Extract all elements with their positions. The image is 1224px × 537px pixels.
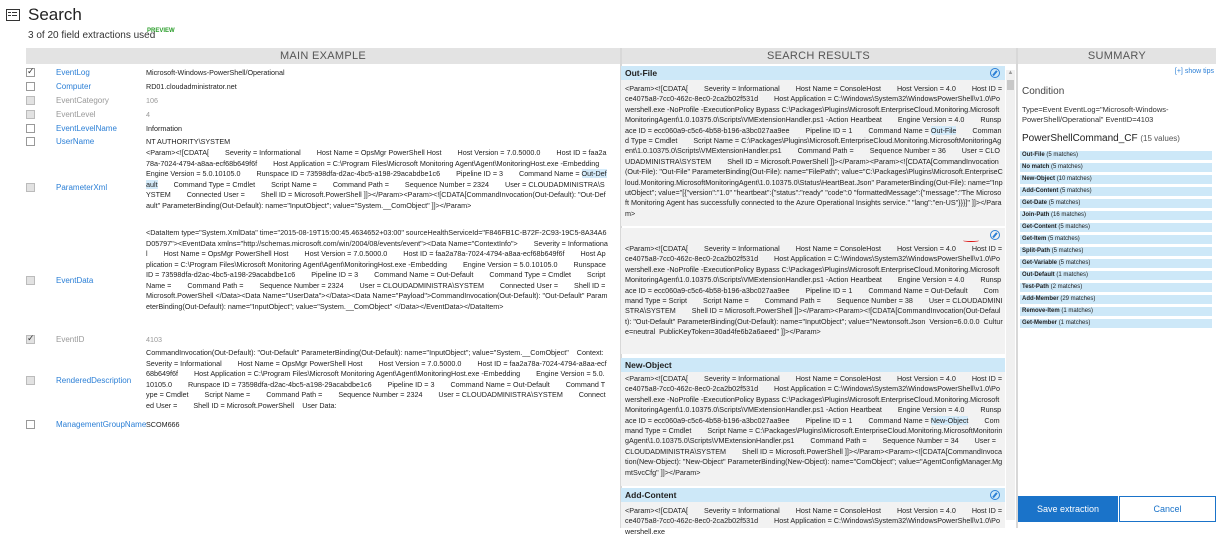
field-value: 4 bbox=[146, 110, 150, 119]
value-count: (5 matches) bbox=[1046, 152, 1079, 158]
field-name[interactable]: UserName bbox=[56, 137, 95, 146]
preview-badge: PREVIEW bbox=[147, 28, 175, 34]
field-name[interactable]: EventData bbox=[56, 276, 94, 285]
edit-icon[interactable] bbox=[990, 68, 1000, 78]
result-body bbox=[625, 244, 1003, 338]
field-summary-count: (15 values) bbox=[1140, 134, 1180, 143]
field-name[interactable]: Computer bbox=[56, 82, 92, 91]
field-value-text: Command Type = Cmdlet Script Name = Command Path = Sequence Number = 2324 User = CLOUDADMINISTRA\SYSTEM Connected User = Shell ID = Microsoft.PowerShell ]]></Param><Param><![CDATA[CommandInvocation(Out-Default): "Out-Default" ParameterBinding(Out-Default): name="InputObject"; value="System.__ComObject" ]]></Param> bbox=[146, 179, 606, 210]
value-count: (10 matches) bbox=[1056, 176, 1092, 182]
result-title: New-Object bbox=[621, 358, 1005, 372]
result-body bbox=[625, 84, 1003, 219]
field-checkbox[interactable] bbox=[26, 420, 35, 429]
condition-label: Condition bbox=[1022, 86, 1065, 97]
value-count: (5 matches) bbox=[1051, 164, 1083, 170]
value-item[interactable] bbox=[1020, 295, 1212, 304]
result-item bbox=[621, 228, 1005, 354]
value-count: (16 matches) bbox=[1051, 212, 1087, 218]
value-name: Join-Path bbox=[1022, 212, 1050, 218]
field-name[interactable]: EventLog bbox=[56, 68, 90, 77]
field-value: SCOM666 bbox=[146, 420, 180, 429]
search-results-panel bbox=[621, 66, 1016, 536]
field-checkbox[interactable] bbox=[26, 276, 35, 285]
value-count: (1 matches) bbox=[1058, 320, 1091, 326]
value-name: No match bbox=[1022, 164, 1050, 170]
field-summary-name: PowerShellCommand_CF bbox=[1022, 133, 1138, 144]
value-item[interactable] bbox=[1020, 259, 1212, 268]
value-item[interactable] bbox=[1020, 235, 1212, 244]
value-item[interactable] bbox=[1020, 283, 1212, 292]
result-text: <Param><![CDATA[ Severity = Informational Host Name = ConsoleHost Host Version = 4.0 Host ID = ce4075a8-7cc0-462c-8ec0-2ca2b02f531d Host Application = C:\Windows\System32\WindowsPowerShell\v1.0\Powershell.exe -NoProfile -ExecutionPolicy Bypass C:\Packages\Plugins\Microsoft.EnterpriseCloud.Monitoring.MicrosoftMonitoringAgent\1.0.10375.0\Scripts\VMExtensionHandler.ps1 -Action Heartbeat Engine Version = 4.0 Runspace ID = ecc060a9-c5c6-4b58-b196-a3bc027aa9ee Pipeline ID = 1 Command Name = bbox=[625, 374, 1005, 425]
field-value: Microsoft-Windows-PowerShell/Operational bbox=[146, 68, 285, 77]
result-highlight[interactable]: Out-File bbox=[930, 125, 957, 135]
result-highlight[interactable]: New-Object bbox=[930, 415, 969, 425]
result-body bbox=[625, 374, 1003, 478]
field-name[interactable]: EventLevelName bbox=[56, 124, 117, 133]
scrollbar-thumb[interactable] bbox=[1007, 80, 1014, 90]
summary-panel bbox=[1018, 66, 1218, 528]
value-item[interactable] bbox=[1020, 271, 1212, 280]
header bbox=[0, 0, 1224, 46]
value-item[interactable] bbox=[1020, 151, 1212, 160]
field-value: Information bbox=[146, 124, 182, 133]
field-checkbox[interactable] bbox=[26, 110, 35, 119]
summary-header: SUMMARY bbox=[1018, 48, 1216, 64]
value-count: (5 matches) bbox=[1058, 260, 1091, 266]
result-text: Command Type = Cmdlet Script Name = C:\Packages\Plugins\Microsoft.EnterpriseCloud.Monitoring.MicrosoftMonitoringAgent\1.0.10375.0\Scripts\VMExtensionHandler.ps1 Command Path = Sequence Number = 34 User = CLOUDADMINISTRA\SYSTEM Shell ID = Microsoft.PowerShell ]]></Param><Param><![CDATA[CommandInvocation(New-Object): "New-Object" ParameterBinding(New-Object): name="ComObject"; value="AgentConfigManager.MgmtSvcCfg" ]]></Param> bbox=[625, 415, 1003, 477]
value-count: (2 matches) bbox=[1050, 284, 1083, 290]
value-item[interactable] bbox=[1020, 187, 1212, 196]
result-item bbox=[621, 66, 1005, 226]
field-value: 106 bbox=[146, 96, 158, 105]
field-checkbox[interactable] bbox=[26, 82, 35, 91]
show-tips-link[interactable]: [+] show tips bbox=[1174, 68, 1214, 75]
edit-icon[interactable] bbox=[990, 490, 1000, 500]
value-count: (1 matches) bbox=[1056, 272, 1089, 278]
page-title: Search bbox=[28, 5, 82, 24]
value-item[interactable] bbox=[1020, 211, 1212, 220]
field-value-text: <Param><![CDATA[ Severity = Informational Host Name = OpsMgr PowerShell Host Host Version = 7.0.5000.0 Host ID = faa2a78a-7024-4794-a8aa-ecf68b649f6f Host Application = C:\Program Files\Microsoft Monitoring Agent\Agent\MonitoringHost.exe -Embedding Engine Version = 5.0.10105.0 Runspace ID = 73598dfa-d2ac-4bc5-a198-29acabdbe1c6 Pipeline ID = 3 Command Name = bbox=[146, 148, 616, 178]
field-value bbox=[146, 148, 616, 211]
value-name: Get-Variable bbox=[1022, 260, 1058, 266]
value-count: (5 matches) bbox=[1048, 200, 1081, 206]
field-value: NT AUTHORITY\SYSTEM bbox=[146, 137, 231, 146]
result-item bbox=[621, 488, 1005, 536]
value-name: Remove-Item bbox=[1022, 308, 1060, 314]
field-value-highlight[interactable]: Out-Default bbox=[146, 169, 607, 189]
value-item[interactable] bbox=[1020, 319, 1212, 328]
value-name: Get-Date bbox=[1022, 200, 1048, 206]
field-name[interactable]: ParameterXml bbox=[56, 183, 108, 192]
value-name: Out-File bbox=[1022, 152, 1045, 158]
field-summary-title bbox=[1022, 133, 1180, 144]
condition-text: Type=Event EventLog="Microsoft-Windows-PowerShell/Operational" EventID=4103 bbox=[1022, 105, 1169, 124]
value-name: Get-Item bbox=[1022, 236, 1047, 242]
search-window-icon bbox=[6, 9, 20, 21]
value-name: Split-Path bbox=[1022, 248, 1050, 254]
save-extraction-button[interactable]: Save extraction bbox=[1018, 496, 1118, 522]
field-name: EventID bbox=[56, 335, 85, 344]
value-item[interactable] bbox=[1020, 223, 1212, 232]
annotation-underline bbox=[963, 239, 979, 242]
value-name: Out-Default bbox=[1022, 272, 1055, 278]
field-name: EventLevel bbox=[56, 110, 96, 119]
field-value: CommandInvocation(Out-Default): "Out-Default" ParameterBinding(Out-Default): name="InputObject"; value="System.__ComObject" Context: Severity = Informational Host Name = OpsMgr PowerShell Host Host Version = 7.0.5000.0 Host ID = faa2a78a-7024-4794-a8aa-ecf68b649f6f Host Application = C:\Program Files\Microsoft Monitoring Agent\Agent\MonitoringHost.exe -Embedding Engine Version = 5.0.10105.0 Runspace ID = 73598dfa-d2ac-4bc5-a198-29acabdbe1c6 Pipeline ID = 3 Command Name = Out-Default Command Type = Cmdlet Script Name = Command Path = Sequence Number = 2324 User = CLOUDADMINISTRA\SYSTEM Connected User = Shell ID = Microsoft.PowerShell User Data: bbox=[146, 348, 620, 410]
value-count: (5 matches) bbox=[1058, 224, 1091, 230]
field-checkbox[interactable] bbox=[26, 183, 35, 192]
value-name: Get-Content bbox=[1022, 224, 1057, 230]
field-name[interactable]: RenderedDescription bbox=[56, 376, 132, 385]
value-item[interactable] bbox=[1020, 307, 1212, 316]
field-value: <DataItem type="System.XmlData" time="2015-08-19T15:00:45.4634652+03:00" sourceHealthServiceId="F846FB1C-B72F-2C93-19C5-8A34A6D05797"><EventData xmlns="http://schemas.microsoft.com/win/2004/08/events/event"><Data Name="ContextInfo"> Severity = Informational Host Name = OpsMgr PowerShell Host Host Version = 7.0.5000.0 Host ID = faa2a78a-7024-4794-a8aa-ecf68b649f6f Host Application = C:\Program Files\Microsoft Monitoring Agent\Agent\MonitoringHost.exe -Embedding Engine Version = 5.0.10105.0 Runspace ID = 73598dfa-d2ac-4bc5-a198-29acabdbe1c6 Pipeline ID = 3 Command Name = Out-Default Command Type = Cmdlet Script Name = Command Path = Sequence Number = 2324 User = CLOUDADMINISTRA\SYSTEM Connected User = Shell ID = Microsoft.PowerShell </Data><Data Name="UserData"></Data><Data Name="Payload">CommandInvocation(Out-Default): "Out-Default" ParameterBinding(Out-Default): name="InputObject"; value="System.__ComObject" </Data></EventData></DataItem> bbox=[146, 228, 608, 311]
value-name: Get-Member bbox=[1022, 320, 1058, 326]
field-value: 4103 bbox=[146, 335, 162, 344]
main-example-panel bbox=[26, 66, 620, 528]
result-title: Add-Content bbox=[621, 488, 1005, 502]
value-count: (1 matches) bbox=[1061, 308, 1094, 314]
cancel-button[interactable]: Cancel bbox=[1119, 496, 1216, 522]
value-name: Add-Member bbox=[1022, 296, 1059, 302]
result-text: <Param><![CDATA[ Severity = Informational Host Name = ConsoleHost Host Version = 4.0 Host ID = ce4075a8-7cc0-462c-8ec0-2ca2b02f531d Host Application = C:\Windows\System32\WindowsPowerShell\v1.0\Powershell.exe -NoProfile -ExecutionPolicy Bypass C:\Packages\Plugins\Microsoft.EnterpriseCloud.Monitoring.MicrosoftMonitoringAgent\1.0.10375.0\Scripts\VMExtensionHandler.ps1 -Action Heartbeat Engine Version = 4.0 Runspace ID = ecc060a9-c5c6-4b58-b196-a3bc027aa9ee Pipeline ID = 1 Command Name = Out-Default Command Type = Script Script Name = Command Path = Sequence Number = 38 User = CLOUDADMINISTRA\SYSTEM Shell ID = Microsoft.PowerShell ]]></Param><Param><![CDATA[CommandInvocation(Out-Default): "Out-Default" ParameterBinding(Out-Default): name="InputObject"; value="Newtonsoft.Json Version=6.0.0.0 Culture=neutral PublicKeyToken=30ad4fe6b2a6aeed" ]]></Param> bbox=[625, 244, 1005, 337]
field-name[interactable]: ManagementGroupName bbox=[56, 420, 147, 429]
field-name: EventCategory bbox=[56, 96, 109, 105]
value-count: (5 matches) bbox=[1051, 248, 1084, 254]
result-text: <Param><![CDATA[ Severity = Informational Host Name = ConsoleHost Host Version = 4.0 Host ID = ce4075a8-7cc0-462c-8ec0-2ca2b02f531d Host Application = C:\Windows\System32\WindowsPowerShell\v1.0\Powershell.exe -NoProfile -ExecutionPolicy Bypass C:\Packages\Plugins\Microsoft.EnterpriseCloud.Monitoring.MicrosoftMonitoringAgent\1.0.10375.0\Scripts\VMExtensionHandler.ps1 -Action Heartbeat Engine Version = 4.0 Runspace ID = ecc060a9-c5c6-4b58-b196-a3bc027aa9ee Pipeline ID = 1 Command Name = bbox=[625, 84, 1005, 135]
value-name: Test-Path bbox=[1022, 284, 1049, 290]
result-body bbox=[625, 506, 1003, 537]
value-count: (29 matches) bbox=[1060, 296, 1096, 302]
field-checkbox[interactable] bbox=[26, 68, 35, 77]
result-text: Command Type = Cmdlet Script Name = C:\Packages\Plugins\Microsoft.EnterpriseCloud.Monitoring.MicrosoftMonitoringAgent\1.0.10375.0\Scripts\VMExtensionHandler.ps1 Command Path = Sequence Number = 36 User = CLOUDADMINISTRA\SYSTEM Shell ID = Microsoft.PowerShell ]]></Param><Param><![CDATA[CommandInvocation(Out-File): "Out-File" ParameterBinding(Out-File): name="FilePath"; value="C:\Packages\Plugins\Microsoft.EnterpriseCloud.Monitoring.MicrosoftMonitoringAgent\1.0.10375.0\Status\HeartBeat.Json" ParameterBinding(Out-File): name="InputObject"; value="[{"version":"1.0" "heartbeat":{"status":"ready" "code":0 "formattedMessage":{"message":"The Microsoft Monitoring Agent has successfully connected to the Azure Operational Insights service." "lang":"en-US"}}}]" ]]></Param> bbox=[625, 125, 1003, 218]
scroll-up-arrow-icon[interactable]: ▲ bbox=[1007, 70, 1014, 76]
field-checkbox[interactable] bbox=[26, 96, 35, 105]
result-title: Out-File bbox=[621, 66, 1005, 80]
value-name: New-Object bbox=[1022, 176, 1056, 182]
result-item bbox=[621, 358, 1005, 486]
value-count: (5 matches) bbox=[1048, 236, 1080, 242]
value-item[interactable] bbox=[1020, 163, 1212, 172]
result-text: <Param><![CDATA[ Severity = Informational Host Name = ConsoleHost Host Version = 4.0 Host ID = ce4075a8-7cc0-462c-8ec0-2ca2b02f531d Host Application = C:\Windows\System32\WindowsPowerShell\v1.0\Powershell.exe bbox=[625, 506, 1005, 536]
field-value: RD01.cloudadministrator.net bbox=[146, 82, 237, 91]
value-count: (5 matches) bbox=[1060, 188, 1092, 194]
field-checkbox[interactable] bbox=[26, 376, 35, 385]
edit-icon[interactable] bbox=[990, 230, 1000, 240]
field-checkbox[interactable] bbox=[26, 335, 35, 344]
value-item[interactable] bbox=[1020, 247, 1212, 256]
results-scrollbar[interactable] bbox=[1006, 70, 1015, 520]
value-item[interactable] bbox=[1020, 175, 1212, 184]
value-name: Add-Content bbox=[1022, 188, 1059, 194]
field-checkbox[interactable] bbox=[26, 124, 35, 133]
field-checkbox[interactable] bbox=[26, 137, 35, 146]
search-results-header: SEARCH RESULTS bbox=[621, 48, 1016, 64]
main-example-header: MAIN EXAMPLE bbox=[26, 48, 620, 64]
value-item[interactable] bbox=[1020, 199, 1212, 208]
extractions-used-text: 3 of 20 field extractions used bbox=[28, 30, 156, 41]
